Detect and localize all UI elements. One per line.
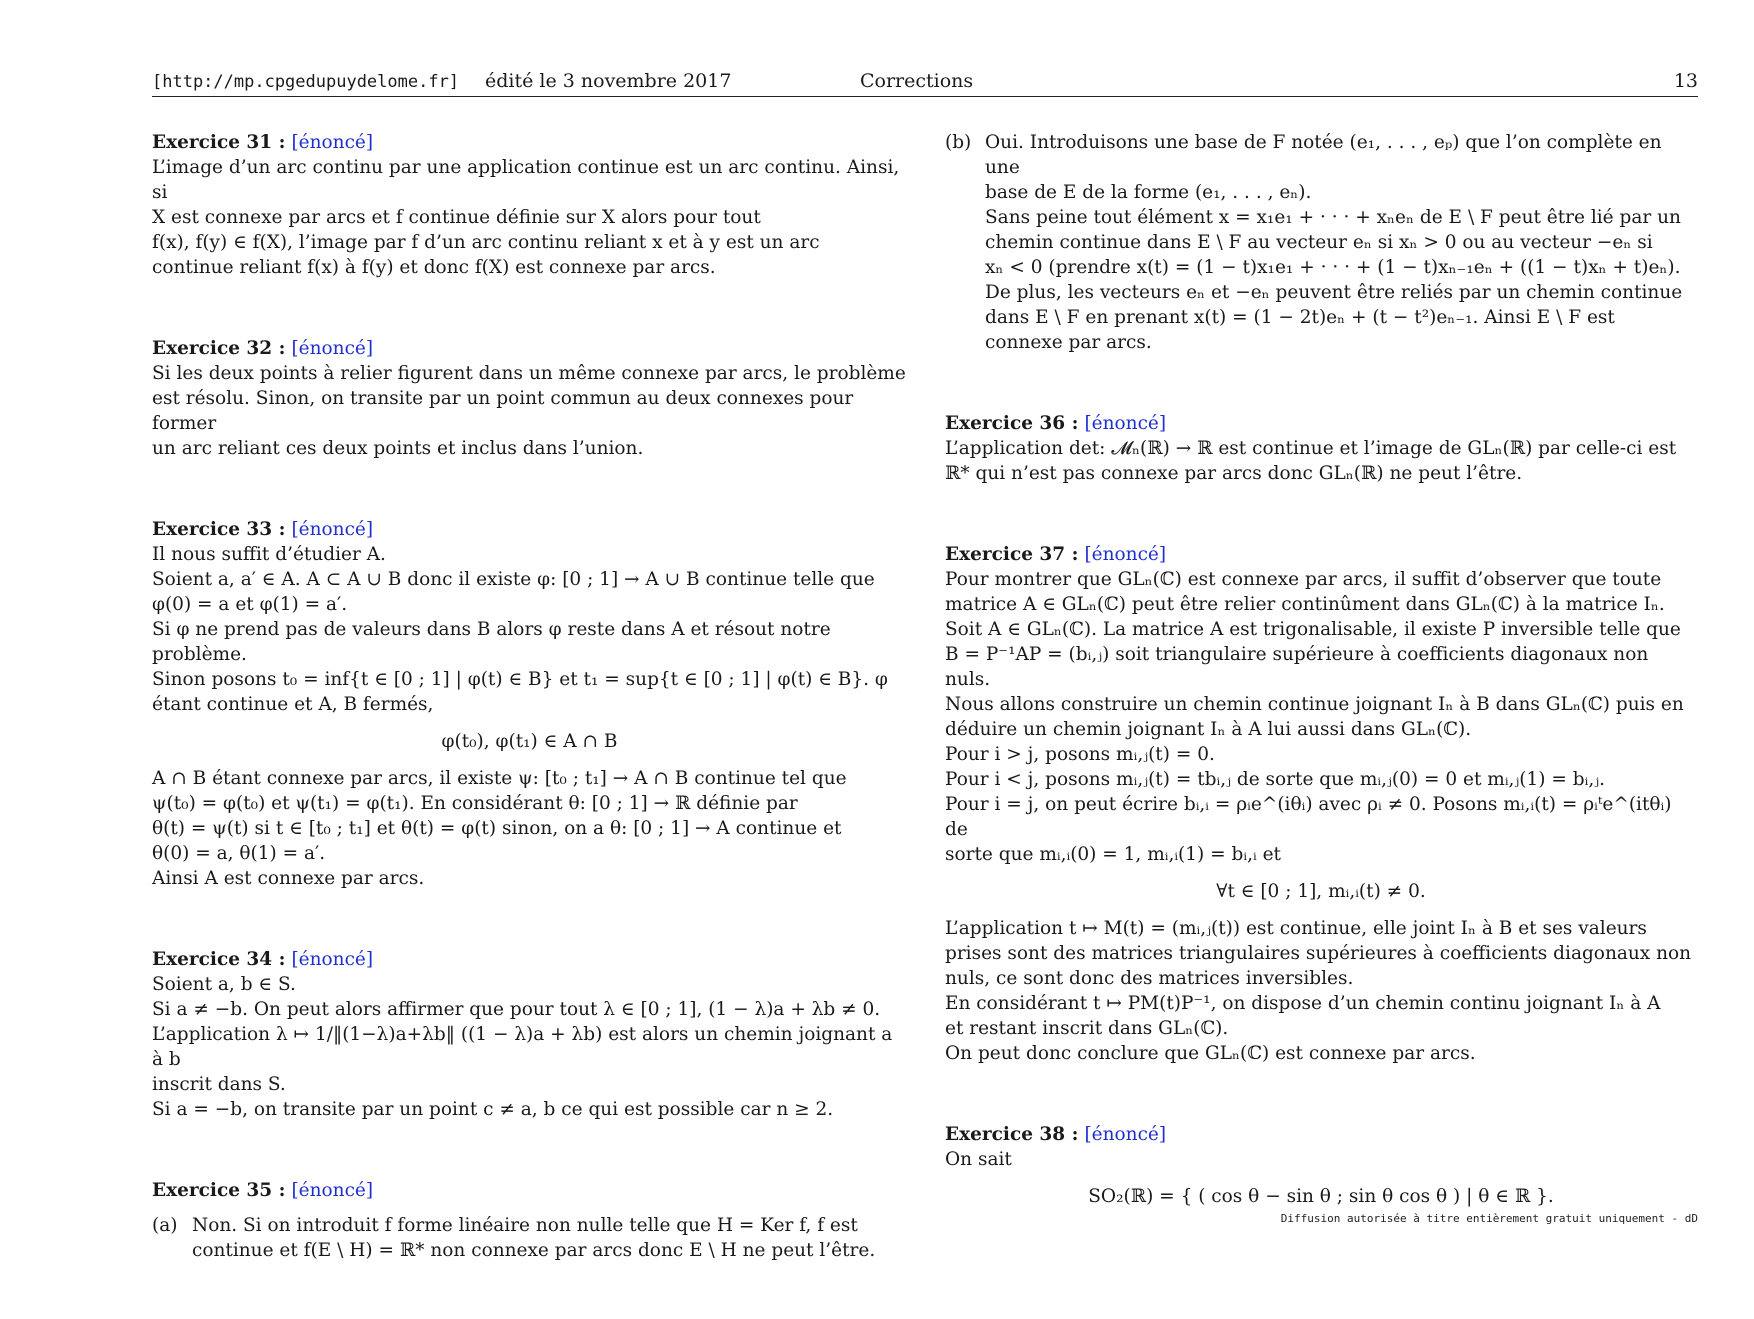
text-line: matrice A ∈ GLₙ(ℂ) peut être relier continûment dans GLₙ(ℂ) à la matrice Iₙ. — [945, 594, 1665, 615]
item-tag: (a) — [152, 1215, 178, 1236]
text-line: est résolu. Sinon, on transite par un point commun au deux connexes pour former — [152, 388, 854, 434]
list-item-a — [152, 1213, 907, 1263]
exercise-title: Exercice 33 : [énoncé] — [152, 519, 374, 540]
text-line: Pour montrer que GLₙ(ℂ) est connexe par arcs, il suffit d’observer que toute — [945, 569, 1662, 590]
text-line: f(x), f(y) ∈ f(X), l’image par f d’un arc continu reliant x et à y est un arc — [152, 232, 820, 253]
enonce-link[interactable]: [énoncé] — [1084, 544, 1167, 565]
text-line: un arc reliant ces deux points et inclus dans l’union. — [152, 438, 644, 459]
header-url[interactable]: [http://mp.cpgedupuydelome.fr] — [152, 72, 460, 92]
header-rule — [152, 96, 1698, 97]
text-line: Si les deux points à relier figurent dans un même connexe par arcs, le problème — [152, 363, 906, 384]
header-edited: édité le 3 novembre 2017 — [485, 70, 732, 92]
text-line: L’application t ↦ M(t) = (mᵢ,ⱼ(t)) est continue, elle joint Iₙ à B et ses valeurs — [945, 918, 1647, 939]
text-line: Pour i = j, on peut écrire bᵢ,ᵢ = ρᵢe^(iθᵢ) avec ρᵢ ≠ 0. Posons mᵢ,ᵢ(t) = ρᵢᵗe^(itθᵢ) de — [945, 794, 1672, 840]
text-line: θ(t) = ψ(t) si t ∈ [t₀ ; t₁] et θ(t) = φ(t) sinon, on a θ: [0 ; 1] → A continue et — [152, 818, 842, 839]
text-line: L’image d’un arc continu par une application continue est un arc continu. Ainsi, si — [152, 157, 900, 203]
text-line: Oui. Introduisons une base de F notée (e₁, . . . , eₚ) que l’on complète en une — [985, 132, 1662, 178]
exercise-38 — [945, 1122, 1697, 1209]
exercise-37 — [945, 542, 1697, 1066]
exercise-title: Exercice 31 : [énoncé] — [152, 132, 374, 153]
footer-note: Diffusion autorisée à titre entièrement gratuit uniquement - dD — [1280, 1212, 1698, 1225]
text-line: inscrit dans S. — [152, 1074, 286, 1095]
text-line: Non. Si on introduit f forme linéaire non nulle telle que H = Ker f, f est — [192, 1215, 858, 1236]
text-line: chemin continue dans E \ F au vecteur eₙ si xₙ > 0 ou au vecteur −eₙ si — [985, 232, 1653, 253]
display-equation: ∀t ∈ [0 ; 1], mᵢ,ᵢ(t) ≠ 0. — [1216, 881, 1426, 902]
text-line: θ(0) = a, θ(1) = a′. — [152, 843, 326, 864]
text-line: xₙ < 0 (prendre x(t) = (1 − t)x₁e₁ + · · · + (1 − t)xₙ₋₁eₙ + ((1 − t)xₙ + t)eₙ). — [985, 257, 1681, 278]
text-line: φ(0) = a et φ(1) = a′. — [152, 594, 348, 615]
text-line: L’application λ ↦ 1/‖(1−λ)a+λb‖ ((1 − λ)a + λb) est alors un chemin joignant a à b — [152, 1024, 893, 1070]
header-title: Corrections — [860, 70, 974, 92]
exercise-32 — [152, 336, 907, 461]
enonce-link[interactable]: [énoncé] — [291, 519, 374, 540]
text-line: Sans peine tout élément x = x₁e₁ + · · · + xₙeₙ de E \ F peut être lié par un — [985, 207, 1681, 228]
exercise-title: Exercice 34 : [énoncé] — [152, 949, 374, 970]
exercise-36 — [945, 411, 1697, 486]
text-line: sorte que mᵢ,ᵢ(0) = 1, mᵢ,ᵢ(1) = bᵢ,ᵢ et — [945, 844, 1281, 865]
exercise-35-continued — [945, 130, 1697, 355]
enonce-link[interactable]: [énoncé] — [1084, 1124, 1167, 1145]
text-line: continue reliant f(x) à f(y) et donc f(X) est connexe par arcs. — [152, 257, 716, 278]
text-line: Si φ ne prend pas de valeurs dans B alors φ reste dans A et résout notre problème. — [152, 619, 831, 665]
text-line: nuls, ce sont donc des matrices inversibles. — [945, 968, 1354, 989]
left-column — [152, 130, 907, 1319]
text-line: ℝ* qui n’est pas connexe par arcs donc GLₙ(ℝ) ne peut l’être. — [945, 463, 1523, 484]
enonce-link[interactable]: [énoncé] — [1084, 413, 1167, 434]
enonce-link[interactable]: [énoncé] — [291, 949, 374, 970]
text-line: Soient a, a′ ∈ A. A ⊂ A ∪ B donc il existe φ: [0 ; 1] → A ∪ B continue telle que — [152, 569, 875, 590]
exercise-title: Exercice 37 : [énoncé] — [945, 544, 1167, 565]
page-number: 13 — [1673, 70, 1698, 92]
text-line: et restant inscrit dans GLₙ(ℂ). — [945, 1018, 1229, 1039]
text-line: En considérant t ↦ PM(t)P⁻¹, on dispose d’un chemin continu joignant Iₙ à A — [945, 993, 1661, 1014]
right-column — [945, 130, 1697, 1265]
text-line: prises sont des matrices triangulaires supérieures à coefficients diagonaux non — [945, 943, 1692, 964]
text-line: Nous allons construire un chemin continue joignant Iₙ à B dans GLₙ(ℂ) puis en — [945, 694, 1684, 715]
text-line: Pour i > j, posons mᵢ,ⱼ(t) = 0. — [945, 744, 1215, 765]
text-line: Ainsi A est connexe par arcs. — [152, 868, 425, 889]
display-equation: φ(t₀), φ(t₁) ∈ A ∩ B — [441, 731, 618, 752]
text-line: connexe par arcs. — [985, 332, 1152, 353]
enonce-link[interactable]: [énoncé] — [291, 132, 374, 153]
text-line: ψ(t₀) = φ(t₀) et ψ(t₁) = φ(t₁). En considérant θ: [0 ; 1] → ℝ définie par — [152, 793, 798, 814]
text-line: base de E de la forme (e₁, . . . , eₙ). — [985, 182, 1312, 203]
exercise-title: Exercice 38 : [énoncé] — [945, 1124, 1167, 1145]
enonce-link[interactable]: [énoncé] — [291, 1180, 374, 1201]
text-line: A ∩ B étant connexe par arcs, il existe ψ: [t₀ ; t₁] → A ∩ B continue tel que — [152, 768, 847, 789]
text-line: déduire un chemin joignant Iₙ à A lui aussi dans GLₙ(ℂ). — [945, 719, 1472, 740]
exercise-35 — [152, 1178, 907, 1263]
exercise-31 — [152, 130, 907, 280]
text-line: Si a = −b, on transite par un point c ≠ a, b ce qui est possible car n ≥ 2. — [152, 1099, 834, 1120]
text-line: Soit A ∈ GLₙ(ℂ). La matrice A est trigonalisable, il existe P inversible telle que — [945, 619, 1681, 640]
list-item-b — [945, 130, 1697, 355]
enonce-link[interactable]: [énoncé] — [291, 338, 374, 359]
item-tag: (b) — [945, 132, 972, 153]
text-line: On peut donc conclure que GLₙ(ℂ) est connexe par arcs. — [945, 1043, 1476, 1064]
text-line: L’application det: 𝓜ₙ(ℝ) → ℝ est continue et l’image de GLₙ(ℝ) par celle-ci est — [945, 438, 1677, 459]
text-line: Pour i < j, posons mᵢ,ⱼ(t) = tbᵢ,ⱼ de sorte que mᵢ,ⱼ(0) = 0 et mᵢ,ⱼ(1) = bᵢ,ⱼ. — [945, 769, 1605, 790]
text-line: continue et f(E \ H) = ℝ* non connexe par arcs donc E \ H ne peut l’être. — [192, 1240, 876, 1261]
text-line: Si a ≠ −b. On peut alors affirmer que pour tout λ ∈ [0 ; 1], (1 − λ)a + λb ≠ 0. — [152, 999, 881, 1020]
exercise-title: Exercice 36 : [énoncé] — [945, 413, 1167, 434]
text-line: B = P⁻¹AP = (bᵢ,ⱼ) soit triangulaire supérieure à coefficients diagonaux non nuls. — [945, 644, 1649, 690]
text-line: On sait — [945, 1149, 1012, 1170]
text-line: dans E \ F en prenant x(t) = (1 − 2t)eₙ + (t − t²)eₙ₋₁. Ainsi E \ F est — [985, 307, 1615, 328]
exercise-34 — [152, 947, 907, 1122]
text-line: Il nous suffit d’étudier A. — [152, 544, 386, 565]
text-line: X est connexe par arcs et f continue définie sur X alors pour tout — [152, 207, 761, 228]
text-line: Soient a, b ∈ S. — [152, 974, 296, 995]
exercise-title: Exercice 35 : [énoncé] — [152, 1180, 374, 1201]
display-equation: SO₂(ℝ) = { ( cos θ − sin θ ; sin θ cos θ ) | θ ∈ ℝ }. — [1088, 1186, 1554, 1207]
text-line: De plus, les vecteurs eₙ et −eₙ peuvent être reliés par un chemin continue — [985, 282, 1683, 303]
text-line: Sinon posons t₀ = inf{t ∈ [0 ; 1] | φ(t) ∈ B} et t₁ = sup{t ∈ [0 ; 1] | φ(t) ∈ B}. φ — [152, 669, 888, 690]
text-line: étant continue et A, B fermés, — [152, 694, 434, 715]
exercise-33 — [152, 517, 907, 891]
exercise-title: Exercice 32 : [énoncé] — [152, 338, 374, 359]
